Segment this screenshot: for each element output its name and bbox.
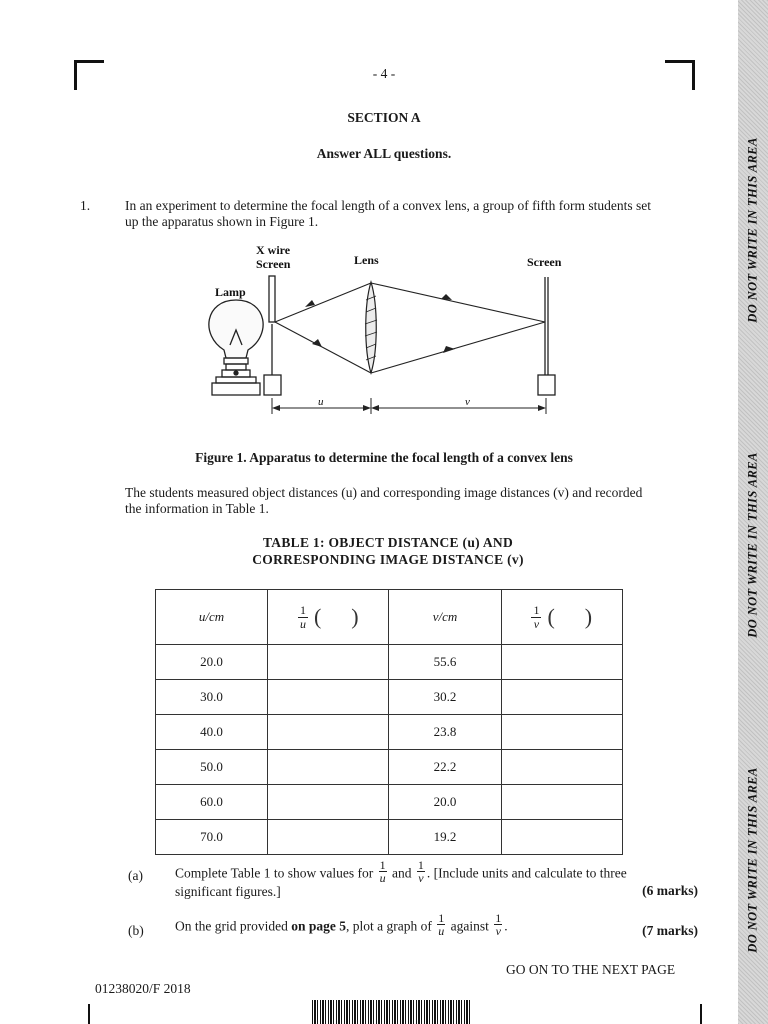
image-screen [538,277,555,395]
cell-inv-v[interactable] [501,785,622,820]
cell-u: 50.0 [156,750,268,785]
paper-code: 01238020/F 2018 [95,981,191,996]
page-number: - 4 - [372,66,396,81]
cell-u: 60.0 [156,785,268,820]
cell-u: 40.0 [156,715,268,750]
cell-inv-u[interactable] [268,645,389,680]
cell-u: 20.0 [156,645,268,680]
cell-u: 70.0 [156,820,268,855]
label-u: u [318,396,324,408]
part-a-marks: (6 marks) [642,883,698,898]
section-title: SECTION A [347,110,421,125]
label-lamp: Lamp [215,285,246,299]
part-a-text: Complete Table 1 to show values for $\frac{1}{u}$ and $\frac{1}{v}$ . [Include units and calculate to three [175,858,627,885]
ray-arrowheads [305,294,455,353]
table-row [156,820,623,855]
cell-v: 22.2 [389,750,501,785]
header-v: v/cm [389,590,501,645]
table-header-row [156,590,623,645]
barcode [312,1000,472,1024]
cell-v: 55.6 [389,645,501,680]
go-on-text: GO ON TO THE NEXT PAGE [506,962,676,977]
header-inv-u: $\frac{1}{u}$ ( ) [268,590,389,645]
table-title-line-2: CORRESPONDING IMAGE DISTANCE (v) [252,552,524,567]
intro-line-2: the information in Table 1. [125,501,269,516]
data-table [155,589,623,855]
header-u: u/cm [156,590,268,645]
label-x-wire-screen: Screen [256,257,291,271]
label-screen: Screen [527,255,562,269]
table-row [156,715,623,750]
table-row [156,785,623,820]
part-a-label: (a) [128,868,143,883]
cell-inv-u[interactable] [268,750,389,785]
x-wire-screen [264,276,281,395]
table-title-line-1: TABLE 1: OBJECT DISTANCE (u) AND [262,535,514,550]
cell-inv-v[interactable] [501,680,622,715]
cell-inv-u[interactable] [268,820,389,855]
intro-line-1: The students measured object distances (u) and corresponding image distances (v) and recorded [125,485,643,500]
label-x-wire: X wire [256,243,291,257]
part-b-label: (b) [128,923,144,938]
light-rays [275,283,545,373]
cell-v: 30.2 [389,680,501,715]
corner-mark-bottom-left [88,1004,90,1024]
table-row [156,680,623,715]
question-text-line-1: In an experiment to determine the focal length of a convex lens, a group of fifth form students set [125,198,651,213]
cell-v: 20.0 [389,785,501,820]
part-a-line-2: significant figures.] [175,884,281,899]
label-v: v [465,396,470,408]
cell-v: 23.8 [389,715,501,750]
distance-markers [272,398,546,414]
instruction: Answer ALL questions. [316,146,452,161]
cell-inv-u[interactable] [268,785,389,820]
apparatus-figure [0,0,738,440]
cell-inv-v[interactable] [501,645,622,680]
cell-inv-v[interactable] [501,715,622,750]
convex-lens [365,282,377,373]
table-row [156,645,623,680]
part-b-text: On the grid provided on page 5, plot a graph of $\frac{1}{u}$ against $\frac{1}{v}$ . [175,911,508,938]
lamp-icon [209,300,263,395]
cell-u: 30.0 [156,680,268,715]
cell-inv-u[interactable] [268,680,389,715]
cell-inv-v[interactable] [501,750,622,785]
question-number: 1. [80,198,91,213]
cell-inv-u[interactable] [268,715,389,750]
table-row [156,750,623,785]
label-lens: Lens [354,253,379,267]
corner-mark-bottom-right [700,1004,702,1024]
figure-caption: Figure 1. Apparatus to determine the focal length of a convex lens [195,450,573,465]
header-inv-v: $\frac{1}{v}$ ( ) [501,590,622,645]
part-b-marks: (7 marks) [642,923,698,938]
question-text-line-2: up the apparatus shown in Figure 1. [125,214,319,229]
cell-inv-v[interactable] [501,820,622,855]
cell-v: 19.2 [389,820,501,855]
